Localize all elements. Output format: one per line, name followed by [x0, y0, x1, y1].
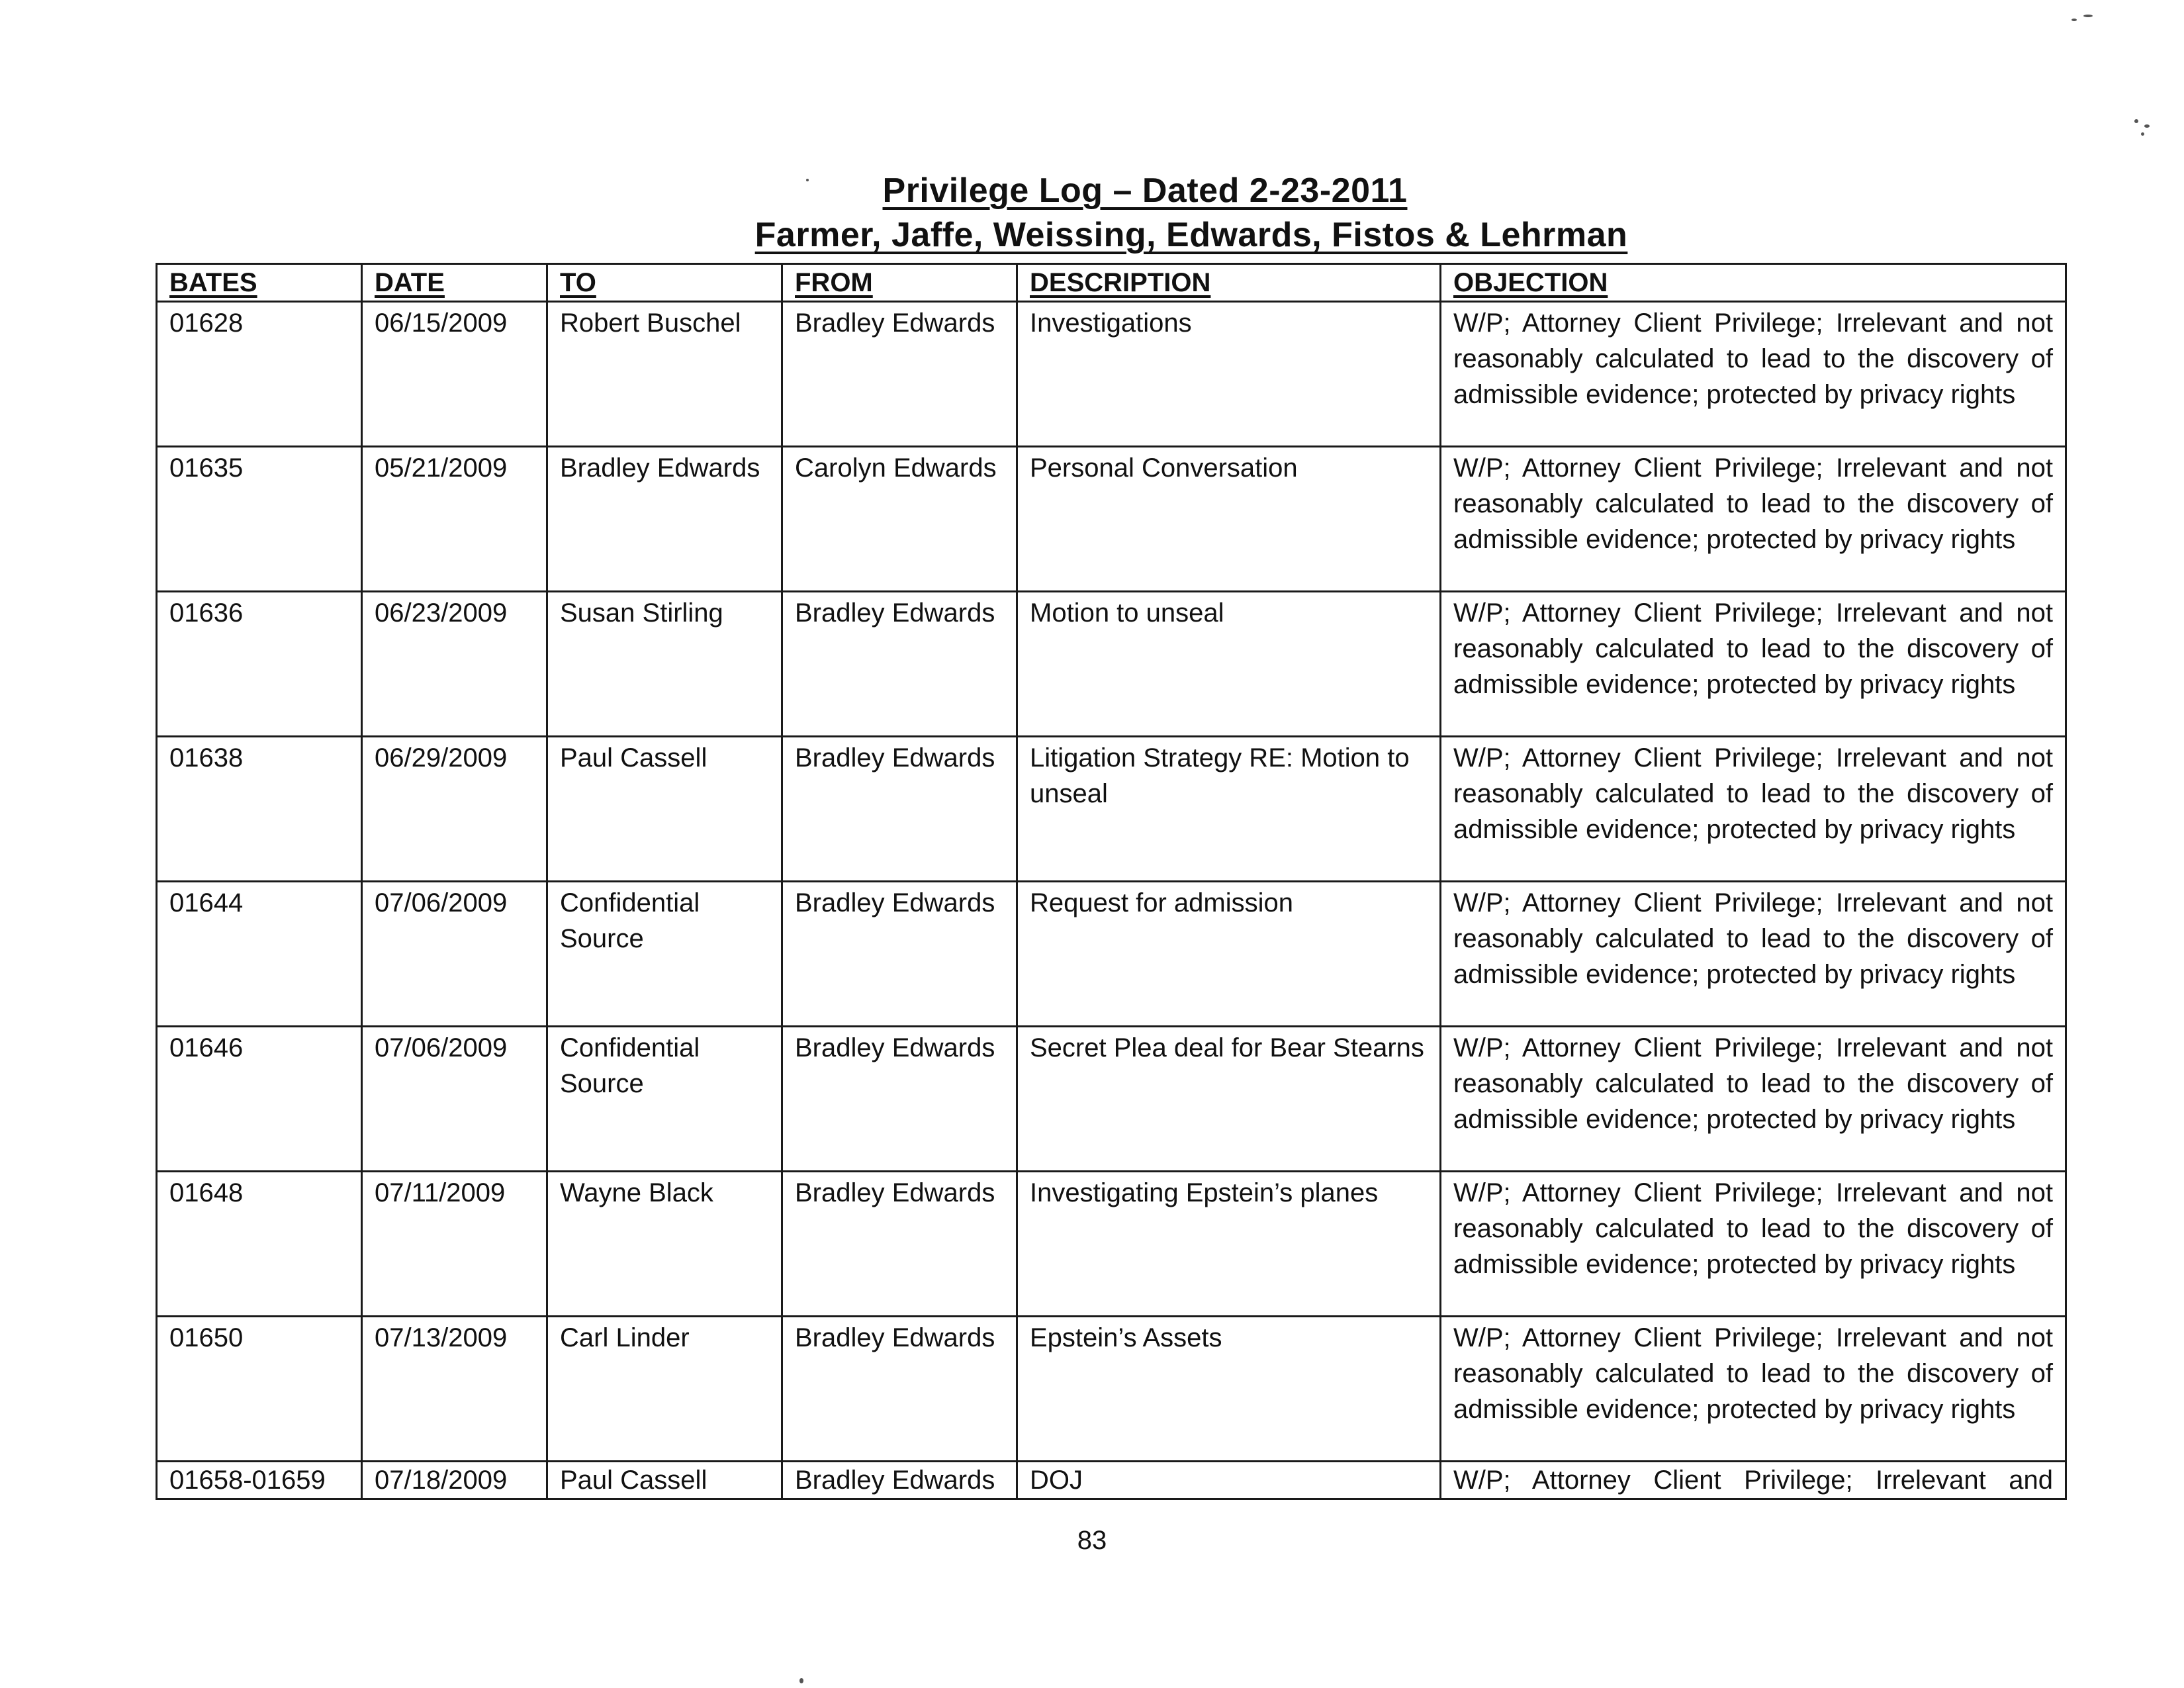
cell-objection: W/P; Attorney Client Privilege; Irrelevant and not reasonably calculated to lead to the discovery of admissible evidence; protected by privacy rights [1441, 447, 2066, 592]
cell-date: 06/23/2009 [362, 592, 547, 737]
cell-date: 07/11/2009 [362, 1172, 547, 1317]
table-row [157, 592, 2066, 737]
cell-from: Bradley Edwards [782, 1462, 1017, 1499]
cell-date: 07/06/2009 [362, 1027, 547, 1172]
cell-from: Bradley Edwards [782, 1027, 1017, 1172]
cell-to: Confidential Source [547, 882, 782, 1027]
cell-to: Bradley Edwards [547, 447, 782, 592]
cell-date: 07/18/2009 [362, 1462, 547, 1499]
cell-description: Investigations [1017, 302, 1441, 447]
table-row [157, 1027, 2066, 1172]
scan-speck [2134, 119, 2138, 123]
cell-to: Paul Cassell [547, 737, 782, 882]
cell-description: Motion to unseal [1017, 592, 1441, 737]
cell-from: Bradley Edwards [782, 302, 1017, 447]
table-body [157, 302, 2066, 1499]
cell-objection: W/P; Attorney Client Privilege; Irrelevant and not reasonably calculated to lead to the discovery of admissible evidence; protected by privacy rights [1441, 1027, 2066, 1172]
cell-bates: 01635 [157, 447, 362, 592]
table-row [157, 302, 2066, 447]
page-number: 83 [1077, 1526, 1107, 1555]
cell-from: Bradley Edwards [782, 737, 1017, 882]
cell-bates: 01636 [157, 592, 362, 737]
column-header-objection: OBJECTION [1441, 264, 2066, 302]
cell-objection: W/P; Attorney Client Privilege; Irrelevant and [1441, 1462, 2066, 1499]
cell-bates: 01638 [157, 737, 362, 882]
column-header-to: TO [547, 264, 782, 302]
document-title: Privilege Log – Dated 2-23-2011 [882, 171, 1408, 210]
cell-to: Confidential Source [547, 1027, 782, 1172]
cell-from: Bradley Edwards [782, 592, 1017, 737]
cell-to: Robert Buschel [547, 302, 782, 447]
cell-bates: 01628 [157, 302, 362, 447]
column-header-from: FROM [782, 264, 1017, 302]
table-row [157, 1317, 2066, 1462]
scan-speck [2083, 15, 2093, 17]
column-header-bates: BATES [157, 264, 362, 302]
cell-date: 05/21/2009 [362, 447, 547, 592]
table-row [157, 447, 2066, 592]
column-header-description: DESCRIPTION [1017, 264, 1441, 302]
cell-bates: 01646 [157, 1027, 362, 1172]
cell-from: Bradley Edwards [782, 1317, 1017, 1462]
cell-date: 06/15/2009 [362, 302, 547, 447]
table-header [157, 264, 2066, 302]
cell-bates: 01658-01659 [157, 1462, 362, 1499]
cell-objection: W/P; Attorney Client Privilege; Irrelevant and not reasonably calculated to lead to the discovery of admissible evidence; protected by privacy rights [1441, 882, 2066, 1027]
scan-speck [799, 1678, 803, 1683]
privilege-log-table [156, 263, 2067, 1500]
column-header-date: DATE [362, 264, 547, 302]
cell-description: Litigation Strategy RE: Motion to unseal [1017, 737, 1441, 882]
cell-description: Personal Conversation [1017, 447, 1441, 592]
cell-description: Request for admission [1017, 882, 1441, 1027]
header-row [157, 264, 2066, 302]
cell-to: Carl Linder [547, 1317, 782, 1462]
cell-from: Bradley Edwards [782, 882, 1017, 1027]
cell-description: Secret Plea deal for Bear Stearns [1017, 1027, 1441, 1172]
document-subtitle: Farmer, Jaffe, Weissing, Edwards, Fistos & Lehrman [754, 216, 1628, 254]
cell-to: Wayne Black [547, 1172, 782, 1317]
cell-date: 06/29/2009 [362, 737, 547, 882]
cell-bates: 01650 [157, 1317, 362, 1462]
cell-bates: 01644 [157, 882, 362, 1027]
cell-bates: 01648 [157, 1172, 362, 1317]
scan-speck [2144, 124, 2150, 128]
cell-objection: W/P; Attorney Client Privilege; Irrelevant and not reasonably calculated to lead to the discovery of admissible evidence; protected by privacy rights [1441, 1317, 2066, 1462]
cell-description: Investigating Epstein’s planes [1017, 1172, 1441, 1317]
scan-speck [2141, 132, 2144, 136]
cell-date: 07/06/2009 [362, 882, 547, 1027]
cell-objection: W/P; Attorney Client Privilege; Irrelevant and not reasonably calculated to lead to the discovery of admissible evidence; protected by privacy rights [1441, 592, 2066, 737]
table-row [157, 1172, 2066, 1317]
scan-speck [2071, 19, 2077, 21]
cell-from: Carolyn Edwards [782, 447, 1017, 592]
cell-objection: W/P; Attorney Client Privilege; Irrelevant and not reasonably calculated to lead to the discovery of admissible evidence; protected by privacy rights [1441, 737, 2066, 882]
cell-objection: W/P; Attorney Client Privilege; Irrelevant and not reasonably calculated to lead to the discovery of admissible evidence; protected by privacy rights [1441, 1172, 2066, 1317]
table-row [157, 737, 2066, 882]
cell-date: 07/13/2009 [362, 1317, 547, 1462]
cell-objection: W/P; Attorney Client Privilege; Irrelevant and not reasonably calculated to lead to the discovery of admissible evidence; protected by privacy rights [1441, 302, 2066, 447]
cell-from: Bradley Edwards [782, 1172, 1017, 1317]
cell-to: Paul Cassell [547, 1462, 782, 1499]
cell-description: Epstein’s Assets [1017, 1317, 1441, 1462]
cell-to: Susan Stirling [547, 592, 782, 737]
cell-description: DOJ [1017, 1462, 1441, 1499]
scan-speck [806, 179, 809, 181]
table-row [157, 1462, 2066, 1499]
table-row [157, 882, 2066, 1027]
